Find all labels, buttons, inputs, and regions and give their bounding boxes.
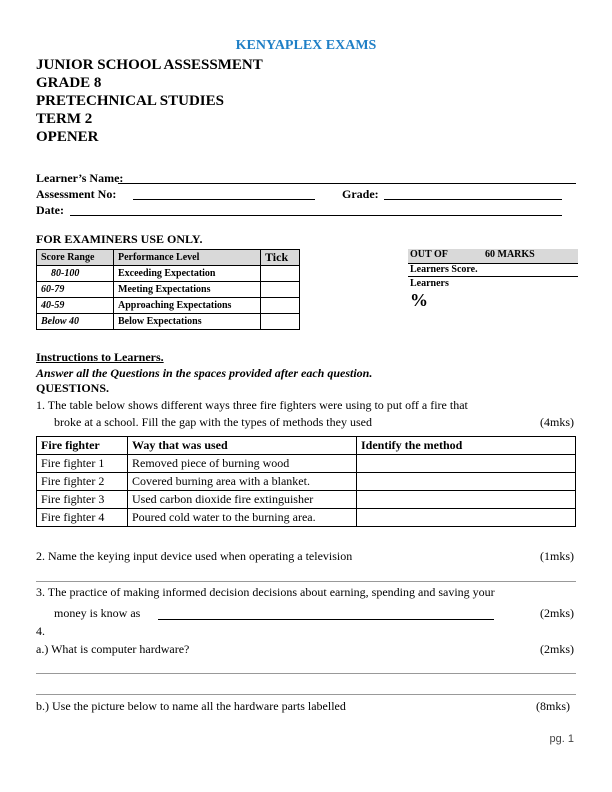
q4a-text: a.) What is computer hardware? (36, 642, 190, 656)
q1-text: 1. The table below shows different ways three fire fighters were using to put off a fire that (36, 398, 468, 412)
q1-text: broke at a school. Fill the gap with the types of methods they used (54, 415, 372, 429)
examiners-heading: FOR EXAMINERS USE ONLY. (36, 232, 203, 246)
date-field[interactable] (70, 215, 562, 216)
q4b-text: b.) Use the picture below to name all the hardware parts labelled (36, 699, 346, 713)
exam-title: KENYAPLEX EXAMS (235, 38, 377, 53)
header-line: JUNIOR SCHOOL ASSESSMENT (36, 57, 263, 73)
method-answer-cell[interactable] (357, 473, 576, 491)
table-row (37, 473, 576, 491)
score-box (408, 249, 578, 309)
table-row (37, 282, 300, 298)
grade-field[interactable] (384, 199, 562, 200)
performance-level: Meeting Expectations (114, 282, 261, 298)
q3-text: money is know as (54, 606, 141, 620)
percent-symbol: % (410, 290, 428, 310)
q4a-answer-line[interactable] (36, 673, 576, 674)
fire-fighter: Fire fighter 3 (37, 491, 128, 509)
table-row (37, 509, 576, 527)
way-used: Used carbon dioxide fire extinguisher (128, 491, 357, 509)
fire-fighter: Fire fighter 4 (37, 509, 128, 527)
tick-cell[interactable] (261, 282, 300, 298)
grade-label: Grade: (342, 187, 379, 201)
q2-answer-line[interactable] (36, 581, 576, 582)
col-header: Fire fighter (37, 437, 128, 455)
col-header: Identify the method (357, 437, 576, 455)
name-label: Learner’s Name: (36, 171, 124, 185)
way-used: Poured cold water to the burning area. (128, 509, 357, 527)
q2-text: 2. Name the keying input device used when operating a television (36, 549, 353, 563)
header-line: PRETECHNICAL STUDIES (36, 93, 224, 109)
tick-cell[interactable] (261, 266, 300, 282)
performance-level: Below Expectations (114, 314, 261, 330)
performance-level: Approaching Expectations (114, 298, 261, 314)
q2-marks: (1mks) (540, 549, 574, 563)
col-header: Performance Level (114, 250, 261, 266)
assessment-label: Assessment No: (36, 187, 117, 201)
score-range: 40-59 (37, 298, 114, 314)
tick-cell[interactable] (261, 298, 300, 314)
col-header: Tick (261, 250, 300, 266)
date-label: Date: (36, 203, 64, 217)
performance-level: Exceeding Expectation (114, 266, 261, 282)
method-answer-cell[interactable] (357, 509, 576, 527)
q3-text: 3. The practice of making informed decision decisions about earning, spending and saving your (36, 585, 495, 599)
out-of-value: 60 MARKS (485, 249, 535, 260)
q4a-answer-line[interactable] (36, 694, 576, 695)
table-row (37, 455, 576, 473)
fire-fighter: Fire fighter 1 (37, 455, 128, 473)
table-row (37, 298, 300, 314)
table-row (37, 266, 300, 282)
method-answer-cell[interactable] (357, 455, 576, 473)
score-range: Below 40 (37, 314, 114, 330)
method-answer-cell[interactable] (357, 491, 576, 509)
col-header: Way that was used (128, 437, 357, 455)
col-header: Score Range (37, 250, 114, 266)
score-range: 80-100 (37, 266, 114, 282)
instructions-text: Answer all the Questions in the spaces provided after each question. (36, 366, 373, 380)
name-field[interactable] (118, 183, 576, 184)
way-used: Covered burning area with a blanket. (128, 473, 357, 491)
score-range: 60-79 (37, 282, 114, 298)
q4-number: 4. (36, 624, 45, 638)
q1-marks: (4mks) (540, 415, 574, 429)
header-line: TERM 2 (36, 111, 93, 127)
out-of-label: OUT OF (410, 249, 448, 260)
q4a-marks: (2mks) (540, 642, 574, 656)
table-row (37, 314, 300, 330)
instructions-heading: Instructions to Learners. (36, 350, 164, 364)
way-used: Removed piece of burning wood (128, 455, 357, 473)
fire-fighter-table (36, 436, 576, 527)
q3-answer-line[interactable] (158, 619, 494, 620)
percent-label: Learners (410, 278, 449, 289)
q4b-marks: (8mks) (536, 699, 570, 713)
page-number: pg. 1 (549, 733, 574, 745)
questions-heading: QUESTIONS. (36, 381, 110, 395)
header-line: GRADE 8 (36, 75, 102, 91)
fire-fighter: Fire fighter 2 (37, 473, 128, 491)
performance-table (36, 249, 300, 330)
header-line: OPENER (36, 129, 99, 145)
tick-cell[interactable] (261, 314, 300, 330)
table-row (37, 491, 576, 509)
assessment-field[interactable] (133, 199, 315, 200)
q3-marks: (2mks) (540, 606, 574, 620)
score-label: Learners Score. (408, 264, 578, 277)
